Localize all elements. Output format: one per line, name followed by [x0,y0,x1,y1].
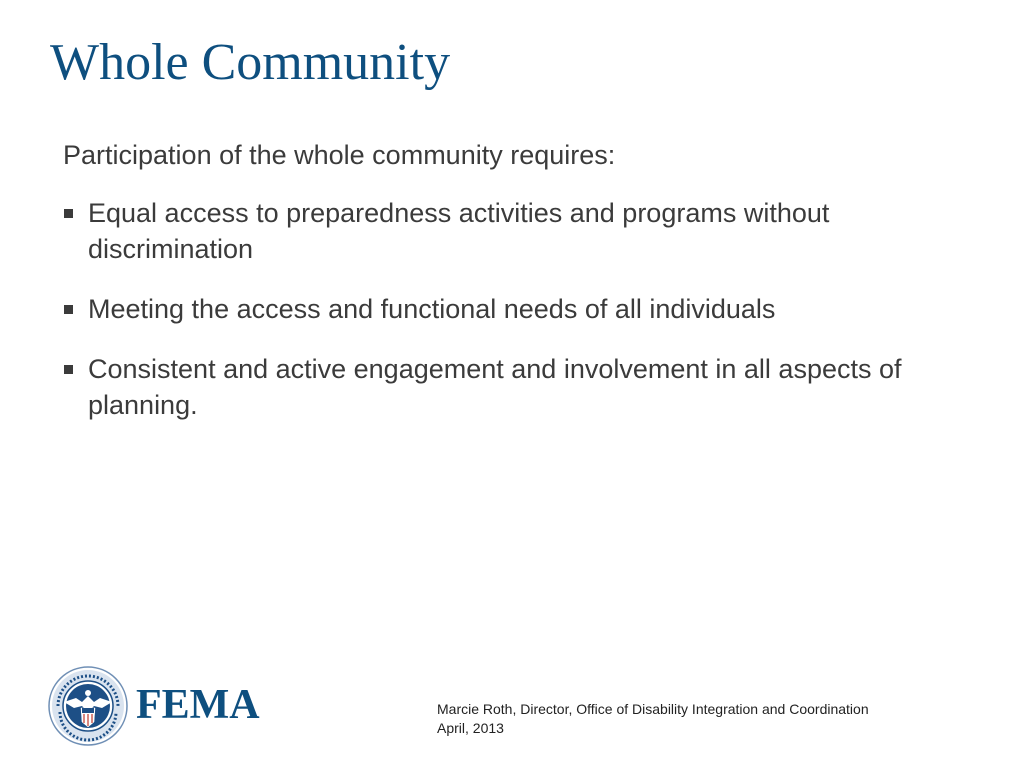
bullet-item [63,195,963,267]
bullet-text: Consistent and active engagement and involvement in all aspects of planning. [88,354,902,420]
footer-author: Marcie Roth, Director, Office of Disability Integration and Coordination [437,701,869,717]
intro-text: Participation of the whole community requires: [63,140,616,170]
bullet-list [63,195,963,423]
square-bullet-icon [64,305,73,314]
bullet-item [63,351,963,423]
square-bullet-icon [64,209,73,218]
slide-content [63,137,963,447]
square-bullet-icon [64,365,73,374]
footer-credit [437,700,869,738]
dhs-seal-icon [48,666,128,746]
footer-date: April, 2013 [437,720,504,736]
bullet-item [63,291,963,327]
bullet-text: Meeting the access and functional needs of all individuals [88,294,776,324]
bullet-text: Equal access to preparedness activities and programs without discrimination [88,198,830,264]
slide-title: Whole Community [50,34,451,91]
fema-logo-text: FEMA [136,682,260,728]
